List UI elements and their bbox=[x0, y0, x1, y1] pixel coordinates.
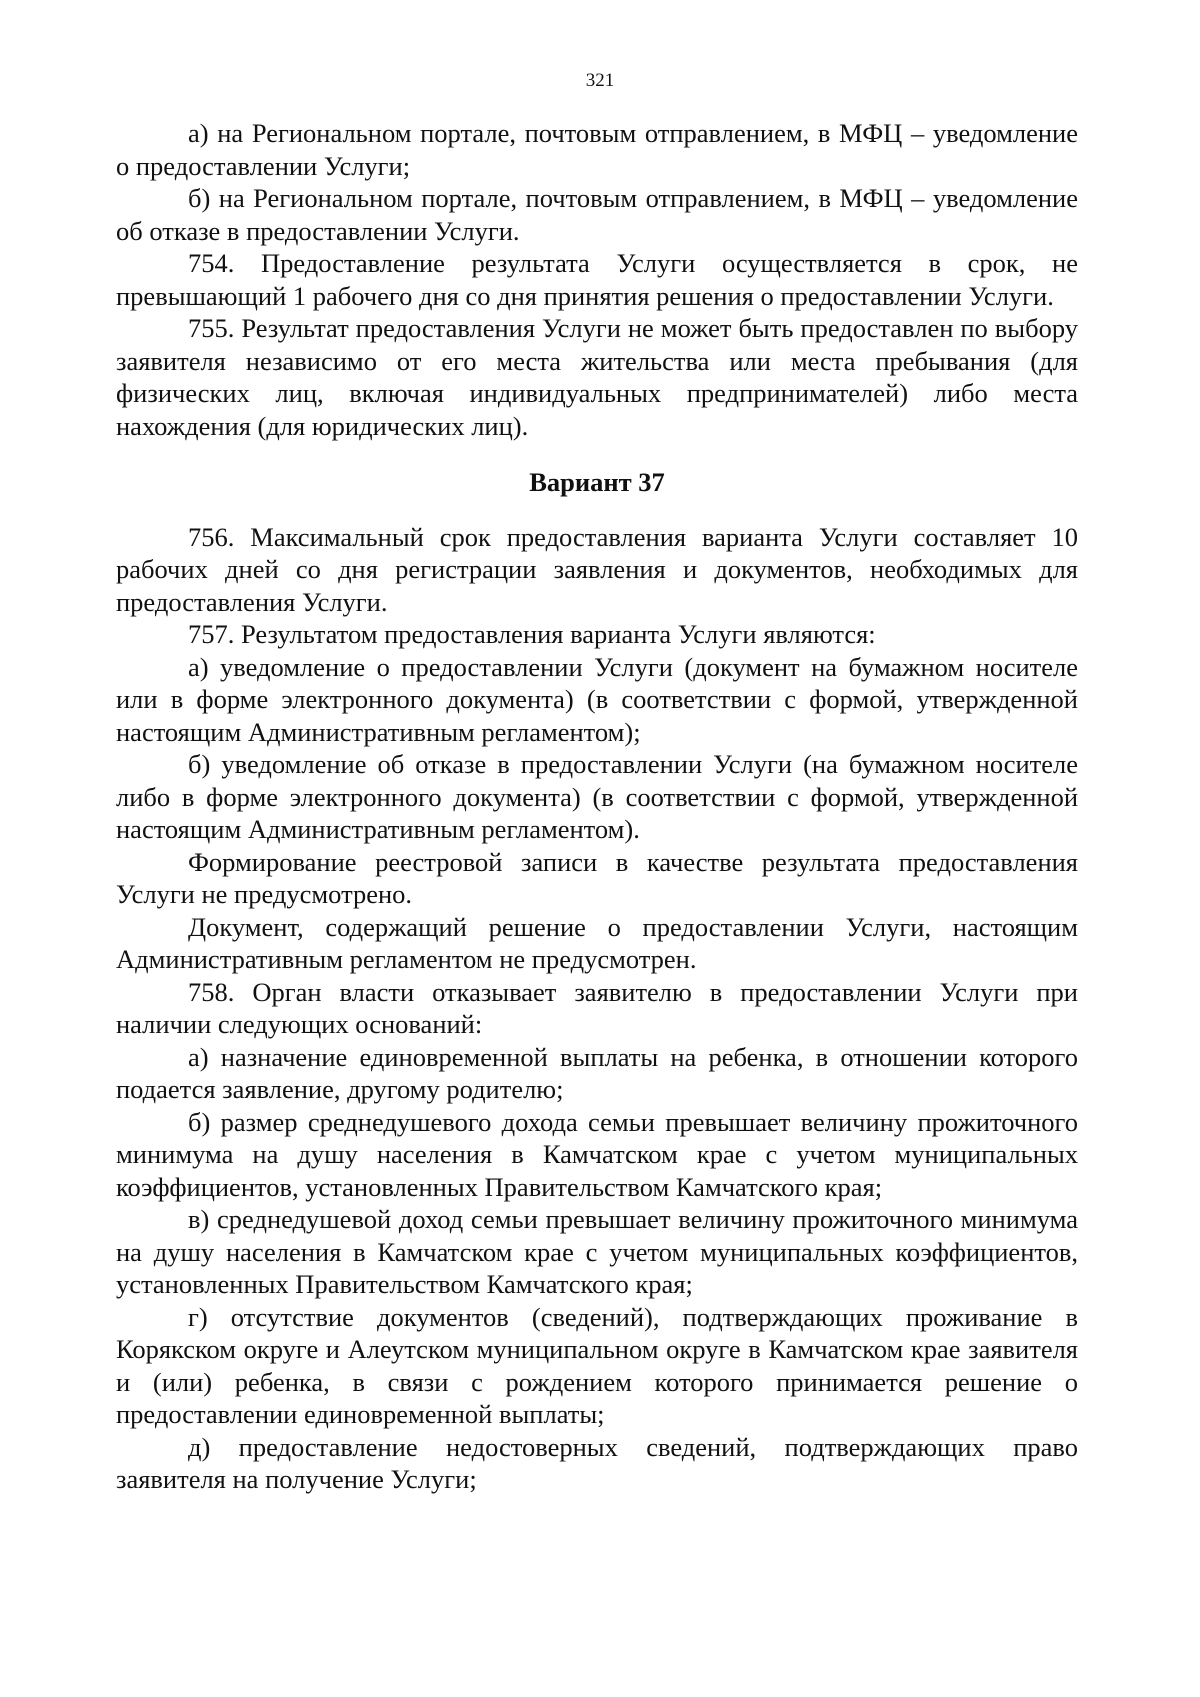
paragraph-758: 758. Орган власти отказывает заявителю в предоставлении Услуги при наличии следующих оснований: bbox=[116, 976, 1078, 1039]
paragraph-758-d: д) предоставление недостоверных сведений, подтверждающих право заявителя на получение Услуги; bbox=[116, 1431, 1078, 1494]
paragraph-754: 754. Предоставление результата Услуги осуществляется в срок, не превышающий 1 рабочего дня со дня принятия решения о предоставлении Услуги. bbox=[116, 248, 1078, 311]
page-number: 321 bbox=[585, 70, 615, 91]
paragraph-758-g: г) отсутствие документов (сведений), подтверждающих проживание в Корякском округе и Алеутском муниципальном округе в Камчатском крае заявителя и (или) ребенка, в связи с рождением которого принимается решение о предоставлении единовременной выплаты; bbox=[116, 1301, 1078, 1429]
paragraph-a-notification: а) на Региональном портале, почтовым отправлением, в МФЦ – уведомление о предоставлении Услуги; bbox=[116, 118, 1078, 181]
document-body bbox=[116, 117, 1078, 1496]
paragraph-decision-document: Документ, содержащий решение о предоставлении Услуги, настоящим Административным регламентом не предусмотрен. bbox=[116, 911, 1078, 974]
paragraph-757-b: б) уведомление об отказе в предоставлении Услуги (на бумажном носителе либо в форме электронного документа) (в соответствии с формой, утвержденной настоящим Административным регламентом). bbox=[116, 749, 1078, 844]
paragraph-b-refusal-notification: б) на Региональном портале, почтовым отправлением, в МФЦ – уведомление об отказе в предоставлении Услуги. bbox=[116, 183, 1078, 246]
paragraph-757-a: а) уведомление о предоставлении Услуги (документ на бумажном носителе или в форме электронного документа) (в соответствии с формой, утвержденной настоящим Административным регламентом); bbox=[116, 651, 1078, 747]
paragraph-755: 755. Результат предоставления Услуги не может быть предоставлен по выбору заявителя независимо от его места жительства или места пребывания (для физических лиц, включая индивидуальных предпринимателей) либо места нахождения (для юридических лиц). bbox=[116, 313, 1078, 441]
paragraph-758-b: б) размер среднедушевого дохода семьи превышает величину прожиточного минимума на душу населения в Камчатском крае с учетом муниципальных коэффициентов, установленных Правительством Камчатского края; bbox=[116, 1106, 1078, 1202]
section-heading: Вариант 37 bbox=[529, 467, 665, 497]
paragraph-registry-record: Формирование реестровой записи в качестве результата предоставления Услуги не предусмотрено. bbox=[116, 846, 1078, 909]
paragraph-756: 756. Максимальный срок предоставления варианта Услуги составляет 10 рабочих дней со дня регистрации заявления и документов, необходимых для предоставления Услуги. bbox=[116, 521, 1078, 617]
paragraph-758-a: а) назначение единовременной выплаты на ребенка, в отношении которого подается заявление, другому родителю; bbox=[116, 1041, 1078, 1104]
paragraph-758-v: в) среднедушевой доход семьи превышает величину прожиточного минимума на душу населения в Камчатском крае с учетом муниципальных коэффициентов, установленных Правительством Камчатского края; bbox=[116, 1204, 1078, 1299]
paragraph-757: 757. Результатом предоставления варианта Услуги являются: bbox=[188, 619, 876, 649]
